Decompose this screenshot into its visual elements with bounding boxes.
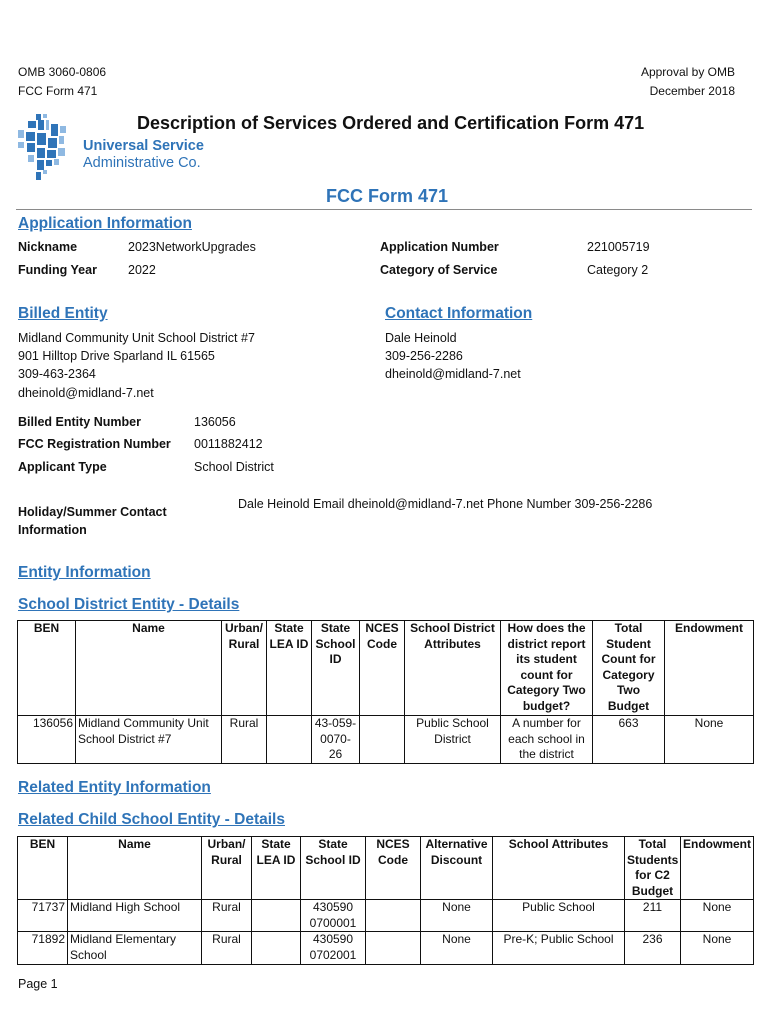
district-endowment: None: [665, 716, 754, 764]
child-col-endowment: Endowment: [681, 837, 754, 900]
district-school-id: 43-059-0070-26: [312, 716, 360, 764]
child-table: [17, 836, 754, 965]
approval-text: Approval by OMB: [640, 65, 735, 79]
omb-number: OMB 3060-0806: [18, 65, 107, 79]
child-attributes: Public School: [493, 900, 625, 932]
billed-entity-address: 901 Hilltop Drive Sparland IL 61565: [18, 349, 215, 363]
billed-entity-phone: 309-463-2364: [18, 367, 96, 381]
child-col-ben: BEN: [18, 837, 68, 900]
child-col-lea: State LEA ID: [252, 837, 301, 900]
district-col-school-id: State School ID: [312, 621, 360, 716]
district-total: 663: [593, 716, 665, 764]
application-heading: Application Information: [18, 215, 192, 232]
frn-value: 0011882412: [194, 437, 263, 451]
child-col-school-id: State School ID: [301, 837, 366, 900]
logo-line2: Administrative Co.: [83, 155, 201, 171]
child-name: Midland Elementary School: [68, 932, 202, 965]
usac-logo-icon: [16, 112, 76, 184]
category-value: Category 2: [587, 263, 649, 277]
child-col-name: Name: [68, 837, 202, 900]
applicant-type-label: Applicant Type: [18, 460, 107, 474]
child-lea: [252, 900, 301, 932]
child-endowment: None: [681, 900, 754, 932]
application-number-label: Application Number: [380, 240, 499, 254]
billed-entity-name: Midland Community Unit School District #7: [18, 331, 255, 345]
district-nces: [360, 716, 405, 764]
funding-year-value: 2022: [128, 263, 156, 277]
district-urban: Rural: [222, 716, 267, 764]
approval-date: December 2018: [649, 84, 735, 98]
child-total: 236: [625, 932, 681, 965]
child-discount: None: [421, 900, 493, 932]
child-ben: 71737: [18, 900, 68, 932]
child-discount: None: [421, 932, 493, 965]
form-name: FCC Form 471: [18, 84, 98, 98]
divider: [16, 209, 752, 210]
contact-name: Dale Heinold: [385, 331, 457, 345]
ben-value: 136056: [194, 415, 236, 429]
district-header-row: [18, 621, 754, 716]
child-col-attributes: School Attributes: [493, 837, 625, 900]
district-details-heading: School District Entity - Details: [18, 596, 240, 613]
district-col-urban: Urban/ Rural: [222, 621, 267, 716]
child-attributes: Pre-K; Public School: [493, 932, 625, 965]
district-col-report: How does the district report its student count for Category Two budget?: [501, 621, 593, 716]
district-col-endowment: Endowment: [665, 621, 754, 716]
child-urban: Rural: [202, 900, 252, 932]
table-row: [18, 932, 754, 965]
district-col-total: Total Student Count for Category Two Budget: [593, 621, 665, 716]
billed-entity-email: dheinold@midland-7.net: [18, 386, 154, 400]
contact-heading: Contact Information: [385, 305, 533, 322]
district-col-attributes: School District Attributes: [405, 621, 501, 716]
child-nces: [366, 900, 421, 932]
district-attributes: Public School District: [405, 716, 501, 764]
district-name: Midland Community Unit School District #7: [76, 716, 222, 764]
child-lea: [252, 932, 301, 965]
child-total: 211: [625, 900, 681, 932]
child-ben: 71892: [18, 932, 68, 965]
child-col-total: Total Students for C2 Budget: [625, 837, 681, 900]
child-nces: [366, 932, 421, 965]
nickname-label: Nickname: [18, 240, 78, 254]
form-title: FCC Form 471: [326, 186, 449, 206]
district-report: A number for each school in the district: [501, 716, 593, 764]
funding-year-label: Funding Year: [18, 263, 97, 277]
district-col-nces: NCES Code: [360, 621, 405, 716]
child-col-urban: Urban/ Rural: [202, 837, 252, 900]
child-endowment: None: [681, 932, 754, 965]
contact-phone: 309-256-2286: [385, 349, 463, 363]
child-school-id: 430590 0702001: [301, 932, 366, 965]
nickname-value: 2023NetworkUpgrades: [128, 240, 256, 254]
application-number-value: 221005719: [587, 240, 650, 254]
holiday-contact-label-2: Information: [18, 523, 87, 537]
holiday-contact-value: Dale Heinold Email dheinold@midland-7.net Phone Number 309-256-2286: [238, 497, 653, 511]
child-school-id: 430590 0700001: [301, 900, 366, 932]
table-row: [18, 900, 754, 932]
district-table: [17, 620, 754, 764]
holiday-contact-label-1: Holiday/Summer Contact: [18, 505, 167, 519]
child-name: Midland High School: [68, 900, 202, 932]
billed-entity-heading: Billed Entity: [18, 305, 108, 322]
child-col-discount: Alternative Discount: [421, 837, 493, 900]
child-col-nces: NCES Code: [366, 837, 421, 900]
ben-label: Billed Entity Number: [18, 415, 141, 429]
contact-email: dheinold@midland-7.net: [385, 367, 521, 381]
related-entity-heading: Related Entity Information: [18, 779, 211, 796]
district-col-name: Name: [76, 621, 222, 716]
district-lea: [267, 716, 312, 764]
entity-heading: Entity Information: [18, 564, 151, 581]
page-title: Description of Services Ordered and Certification Form 471: [137, 113, 645, 133]
frn-label: FCC Registration Number: [18, 437, 171, 451]
child-header-row: [18, 837, 754, 900]
child-urban: Rural: [202, 932, 252, 965]
logo-line1: Universal Service: [83, 138, 204, 154]
table-row: [18, 716, 754, 764]
category-label: Category of Service: [380, 263, 498, 277]
district-col-ben: BEN: [18, 621, 76, 716]
district-col-lea: State LEA ID: [267, 621, 312, 716]
applicant-type-value: School District: [194, 460, 274, 474]
district-ben: 136056: [18, 716, 76, 764]
page-number: Page 1: [18, 977, 58, 991]
child-details-heading: Related Child School Entity - Details: [18, 811, 285, 828]
